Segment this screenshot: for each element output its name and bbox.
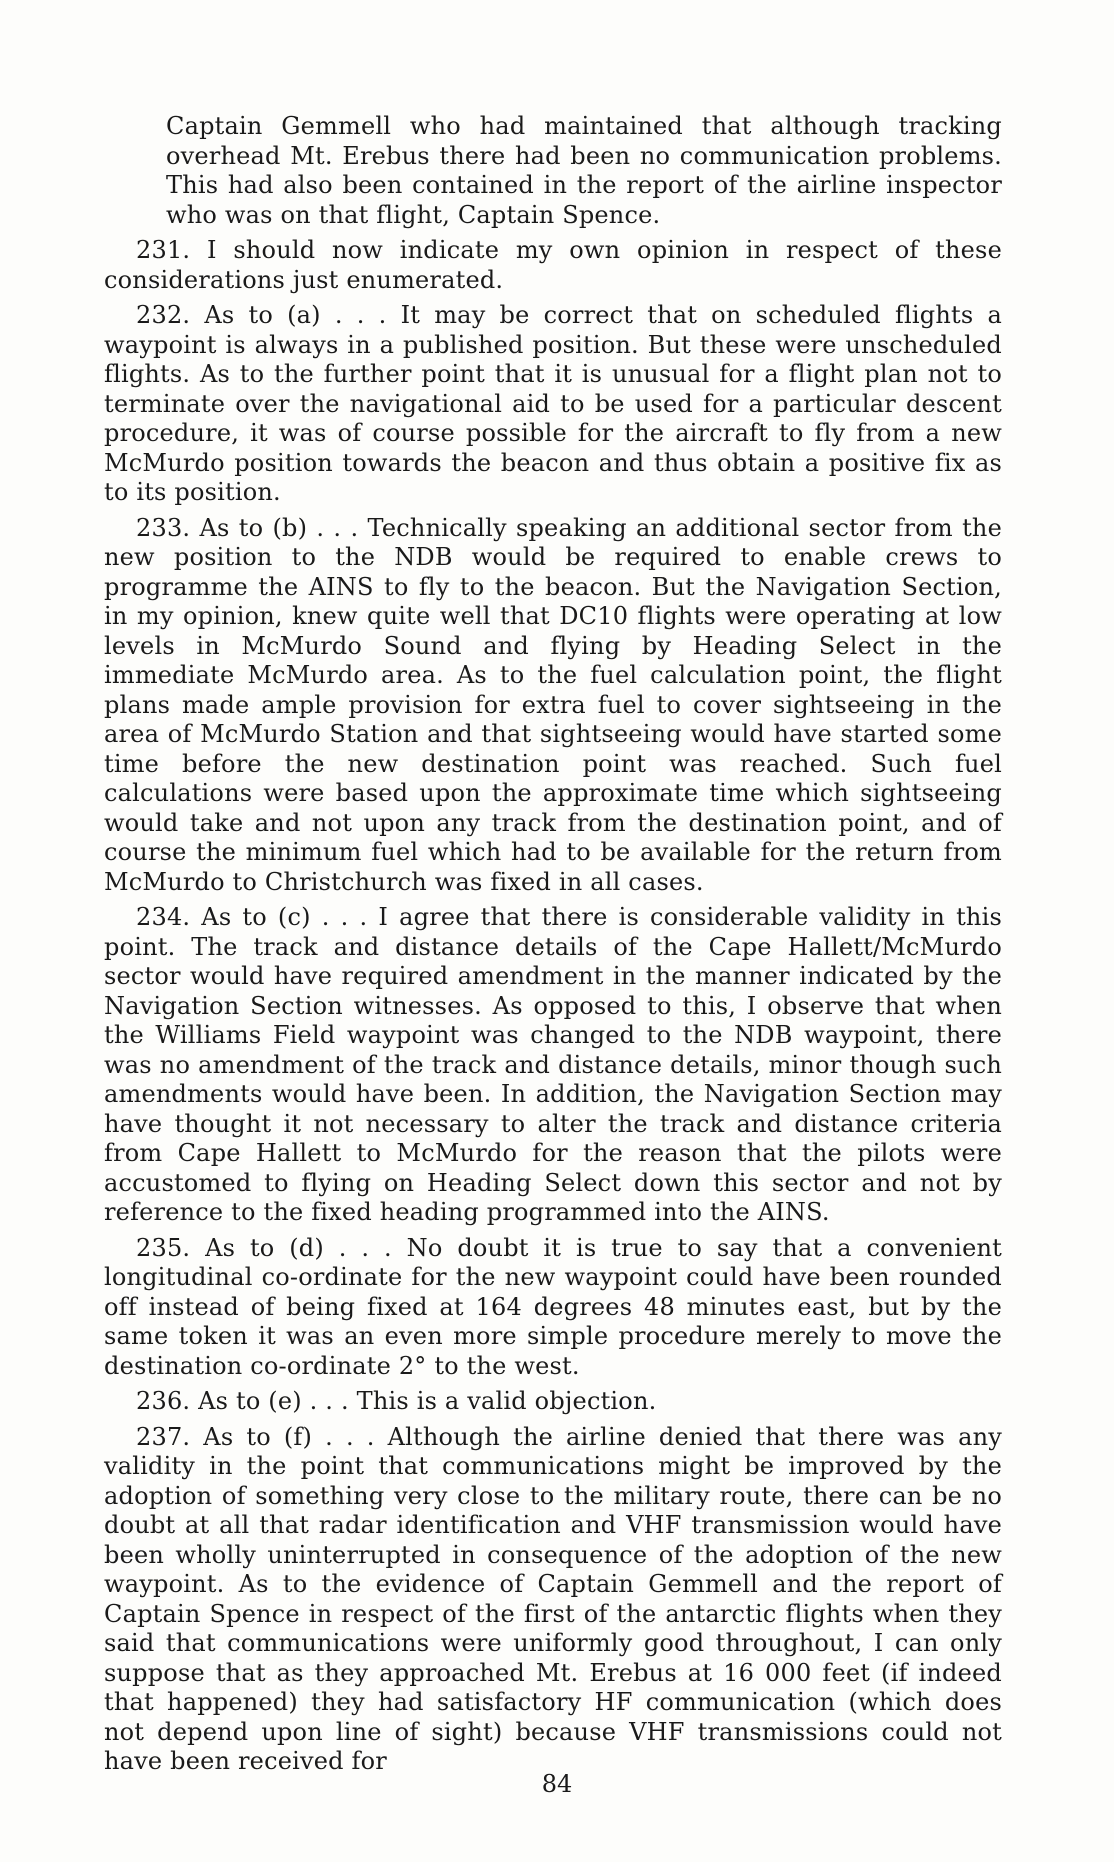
- paragraph-236: [104, 1387, 1002, 1417]
- paragraph-text: As to (a) . . . It may be correct that on scheduled flights a waypoint is always in a published position. But these were unscheduled flights. As to the further point that it is unusual for a flight plan not to terminate over the navigational aid to be used for a particular descent procedure, it was of course possible for the aircraft to fly from a new McMurdo position towards the beacon and thus obtain a positive fix as to its position.: [104, 301, 1002, 506]
- paragraph-number: 234.: [136, 903, 191, 931]
- paragraph-text: As to (b) . . . Technically speaking an additional sector from the new position to the NDB would be required to enable crews to programme the AINS to fly to the beacon. But the Navigation Section, in my opinion, knew quite well that DC10 flights were operating at low levels in McMurdo Sound and flying by Heading Select in the immediate McMurdo area. As to the fuel calculation point, the flight plans made ample provision for extra fuel to cover sightseeing in the area of McMurdo Station and that sightseeing would have started some time before the new destination point was reached. Such fuel calculations were based upon the approximate time which sightseeing would take and not upon any track from the destination point, and of course the minimum fuel which had to be available for the return from McMurdo to Christchurch was fixed in all cases.: [104, 513, 1002, 896]
- paragraph-text: As to (d) . . . No doubt it is true to say that a convenient longitudinal co-ordinate for the new waypoint could have been rounded off instead of being fixed at 164 degrees 48 minutes east, but by the same token it was an even more simple procedure merely to move the destination co-ordinate 2° to the west.: [104, 1233, 1002, 1380]
- paragraph-text: As to (c) . . . I agree that there is considerable validity in this point. The track and distance details of the Cape Hallett/McMurdo sector would have required amendment in the manner indicated by the Navigation Section witnesses. As opposed to this, I observe that when the Williams Field waypoint was changed to the NDB waypoint, there was no amendment of the track and distance details, minor though such amendments would have been. In addition, the Navigation Section may have thought it not necessary to alter the track and distance criteria from Cape Hallett to McMurdo for the reason that the pilots were accustomed to flying on Heading Select down this sector and not by reference to the fixed heading programmed into the AINS.: [104, 903, 1002, 1226]
- paragraph-number: 231.: [136, 236, 191, 264]
- paragraph-237: [104, 1423, 1002, 1777]
- paragraph-232: [104, 301, 1002, 508]
- paragraph-233: [104, 514, 1002, 898]
- paragraph-number: 233.: [136, 513, 191, 542]
- paragraph-number: 232.: [136, 301, 191, 329]
- continuation-paragraph: Captain Gemmell who had maintained that although tracking overhead Mt. Erebus there had been no communication problems. This had also been contained in the report of the airline inspector who was on that flight, Captain Spence.: [166, 112, 1002, 229]
- paragraph-number: 235.: [136, 1233, 191, 1262]
- body-text: [104, 112, 1002, 1783]
- paragraph-235: [104, 1234, 1002, 1382]
- paragraph-text: I should now indicate my own opinion in respect of these considerations just enumerated.: [104, 236, 1002, 294]
- paragraph-number: 236.: [136, 1387, 191, 1415]
- paragraph-234: [104, 903, 1002, 1228]
- paragraph-text: As to (e) . . . This is a valid objection.: [198, 1387, 657, 1415]
- paragraph-number: 237.: [136, 1422, 191, 1451]
- paragraph-231: [104, 236, 1002, 295]
- paragraph-text: As to (f) . . . Although the airline denied that there was any validity in the point that communications might be improved by the adoption of something very close to the military route, there can be no doubt at all that radar identification and VHF transmission would have been wholly uninterrupted in consequence of the adoption of the new waypoint. As to the evidence of Captain Gemmell and the report of Captain Spence in respect of the first of the antarctic flights when they said that communications were uniformly good throughout, I can only suppose that as they approached Mt. Erebus at 16 000 feet (if indeed that happened) they had satisfactory HF communication (which does not depend upon line of sight) because VHF transmissions could not have been received for: [104, 1422, 1002, 1775]
- page-number: 84: [541, 1770, 573, 1798]
